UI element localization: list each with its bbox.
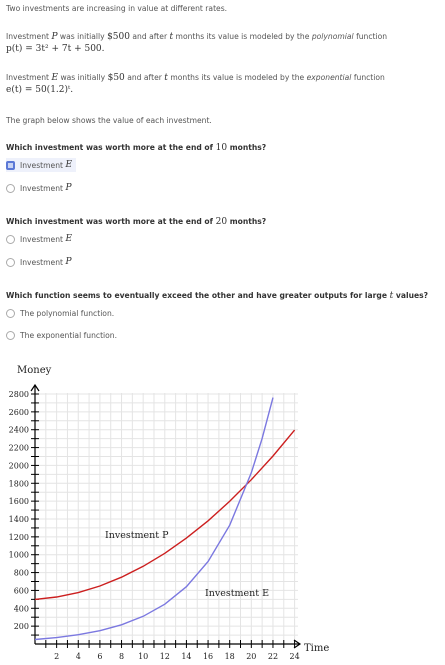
investment-chart (0, 355, 445, 665)
q3-option-polynomial-radio[interactable] (6, 309, 15, 318)
q2-option-investment-p[interactable]: Investment P (6, 255, 72, 269)
y-axis-label: Money (17, 365, 52, 376)
y-tick-label: 2000 (8, 461, 29, 471)
y-tick-label: 2800 (8, 390, 29, 399)
series-label-investment-e: Investment E (205, 588, 270, 599)
x-tick-label: 2 (54, 652, 60, 661)
y-tick-label: 2600 (8, 407, 29, 417)
q3-option-exponential[interactable]: The exponential function. (6, 328, 117, 342)
intro-text: Two investments are increasing in value at different rates. (6, 4, 228, 13)
q1-option-p-radio[interactable] (6, 184, 15, 193)
q1-option-investment-p[interactable]: Investment P (6, 181, 72, 195)
y-tick-label: 200 (13, 622, 29, 632)
x-tick-label: 12 (159, 652, 170, 661)
investment-e-formula: e(t) = 50(1.2)ᵗ. (6, 85, 74, 95)
x-tick-label: 14 (181, 652, 192, 661)
x-axis-label: Time (304, 643, 330, 654)
q1-option-investment-e[interactable]: Investment E (6, 158, 76, 172)
y-tick-label: 1000 (8, 550, 29, 560)
x-tick-label: 20 (246, 652, 257, 661)
q1-option-e-radio[interactable] (6, 161, 15, 170)
graph-note: The graph below shows the value of each investment. (6, 116, 212, 125)
q3-option-exponential-radio[interactable] (6, 331, 15, 340)
question-1: Which investment was worth more at the end of 10 months? (6, 143, 267, 153)
x-tick-label: 10 (138, 652, 149, 661)
x-tick-label: 18 (224, 652, 235, 661)
series-label-investment-p: Investment P (105, 530, 169, 541)
question-3: Which function seems to eventually exceed the other and have greater outputs for large t values? (6, 291, 429, 301)
chart-grid (35, 393, 298, 644)
q2-option-p-radio[interactable] (6, 258, 15, 267)
y-tick-label: 400 (13, 604, 29, 614)
x-tick-label: 24 (289, 652, 300, 661)
x-tick-label: 4 (75, 652, 81, 661)
y-tick-label: 1800 (8, 479, 29, 489)
y-tick-label: 2200 (8, 443, 29, 453)
x-tick-label: 6 (97, 652, 103, 661)
y-tick-label: 1400 (8, 515, 29, 524)
x-tick-label: 8 (118, 652, 125, 661)
y-tick-label: 600 (13, 586, 29, 596)
y-tick-label: 800 (13, 568, 29, 578)
q3-option-polynomial[interactable]: The polynomial function. (6, 306, 114, 320)
y-tick-label: 1600 (8, 497, 29, 507)
y-tick-label: 2400 (8, 425, 29, 435)
x-tick-label: 22 (267, 652, 279, 661)
investment-p-formula: p(t) = 3t² + 7t + 500. (6, 44, 105, 54)
x-tick-label: 16 (202, 652, 214, 661)
question-2: Which investment was worth more at the end of 20 months? (6, 217, 267, 227)
q2-option-e-radio[interactable] (6, 235, 15, 244)
y-tick-label: 1200 (8, 532, 29, 542)
investment-e-description: Investment E was initially $50 and after t months its value is modeled by the exponential function (6, 73, 385, 83)
investment-p-description: Investment P was initially $500 and after t months its value is modeled by the polynomial function (6, 32, 388, 42)
q2-option-investment-e[interactable]: Investment E (6, 232, 72, 246)
